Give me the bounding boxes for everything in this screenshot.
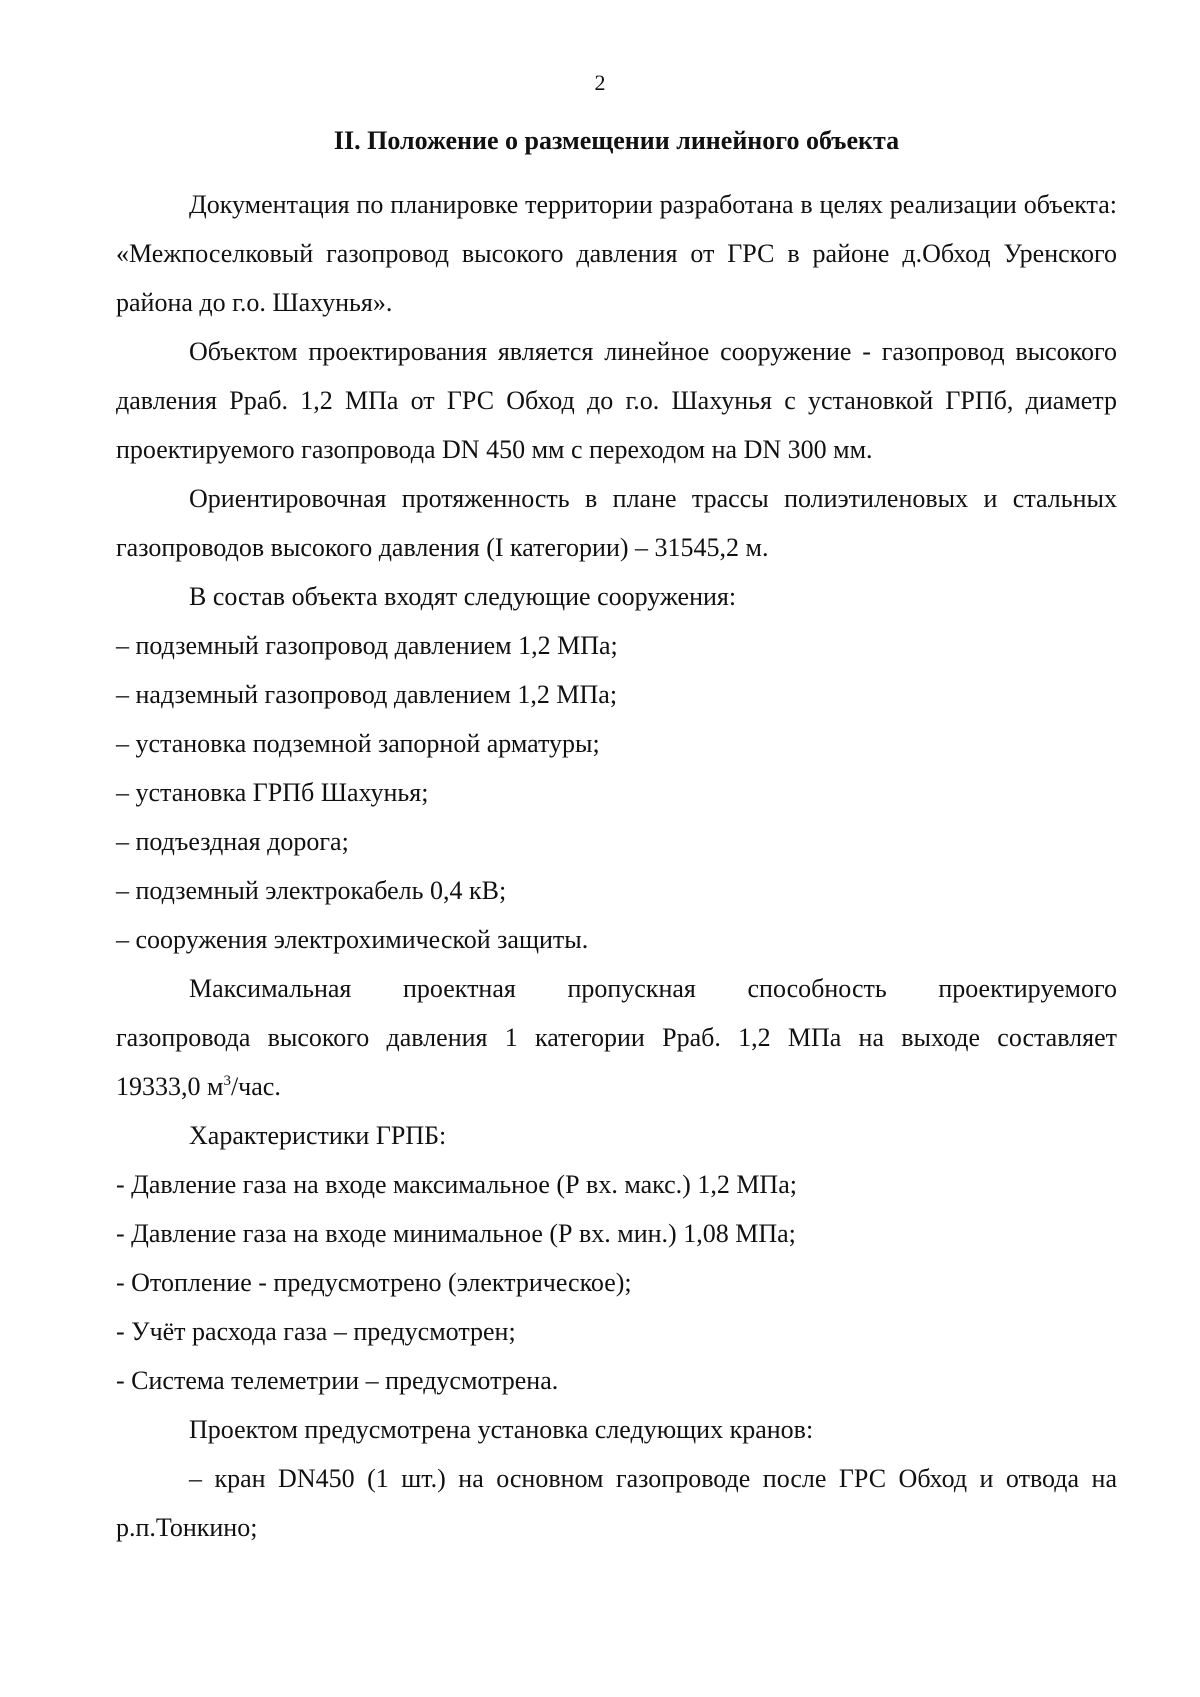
valves-title: Проектом предусмотрена установка следующих кранов:	[189, 1415, 814, 1444]
document-body	[116, 180, 1117, 1552]
list-item-structure: – подземный электрокабель 0,4 кВ;	[116, 876, 507, 905]
list-item-structure: – установка подземной запорной арматуры;	[116, 729, 600, 758]
list-item-structure: – сооружения электрохимической защиты.	[116, 925, 589, 954]
section-heading: II. Положение о размещении линейного объекта	[333, 126, 900, 155]
list-item-structure: – надземный газопровод давлением 1,2 МПа;	[116, 680, 618, 709]
paragraph-capacity	[116, 964, 1117, 1111]
capacity-value: 19333,0 м	[116, 1072, 224, 1101]
capacity-value-line	[116, 1062, 1117, 1111]
capacity-line-2: газопровода высокого давления 1 категории Рраб. 1,2 МПа на выходе составляет	[116, 1023, 1117, 1052]
grpb-title: Характеристики ГРПБ:	[189, 1121, 447, 1150]
capacity-superscript: 3	[223, 1073, 231, 1089]
capacity-line-1: Максимальная проектная пропускная способность проектируемого	[189, 974, 1117, 1003]
list-item-structure: – подземный газопровод давлением 1,2 МПа;	[116, 631, 618, 660]
capacity-unit-suffix: /час.	[230, 1072, 281, 1101]
paragraph-object: Объектом проектирования является линейное сооружение - газопровод высокого давления Рраб. 1,2 МПа от ГРС Обход до г.о. Шахунья с установкой ГРПб, диаметр проектируемого газопровода DN 450 мм с переходом на DN 300 мм.	[116, 337, 1117, 464]
paragraph-purpose: Документация по планировке территории разработана в целях реализации объекта: «Межпоселковый газопровод высокого давления от ГРС в районе д.Обход Уренского района до г.о. Шахунья».	[116, 190, 1117, 317]
list-item-valve: – кран DN450 (1 шт.) на основном газопроводе после ГРС Обход и отвода на р.п.Тонкино;	[116, 1464, 1117, 1542]
list-item-grpb: - Учёт расхода газа – предусмотрен;	[116, 1317, 516, 1346]
page-number: 2	[594, 70, 606, 95]
list-item-grpb: - Давление газа на входе максимальное (Р вх. макс.) 1,2 МПа;	[116, 1170, 797, 1199]
list-item-structure: – установка ГРПб Шахунья;	[116, 778, 429, 807]
list-item-grpb: - Давление газа на входе минимальное (Р вх. мин.) 1,08 МПа;	[116, 1219, 796, 1248]
paragraph-length: Ориентировочная протяженность в плане трассы полиэтиленовых и стальных газопроводов высокого давления (I категории) – 31545,2 м.	[116, 484, 1117, 562]
list-item-grpb: - Система телеметрии – предусмотрена.	[116, 1366, 559, 1395]
paragraph-composition: В состав объекта входят следующие сооружения:	[189, 582, 737, 611]
list-item-structure: – подъездная дорога;	[116, 827, 349, 856]
list-item-grpb: - Отопление - предусмотрено (электрическое);	[116, 1268, 632, 1297]
